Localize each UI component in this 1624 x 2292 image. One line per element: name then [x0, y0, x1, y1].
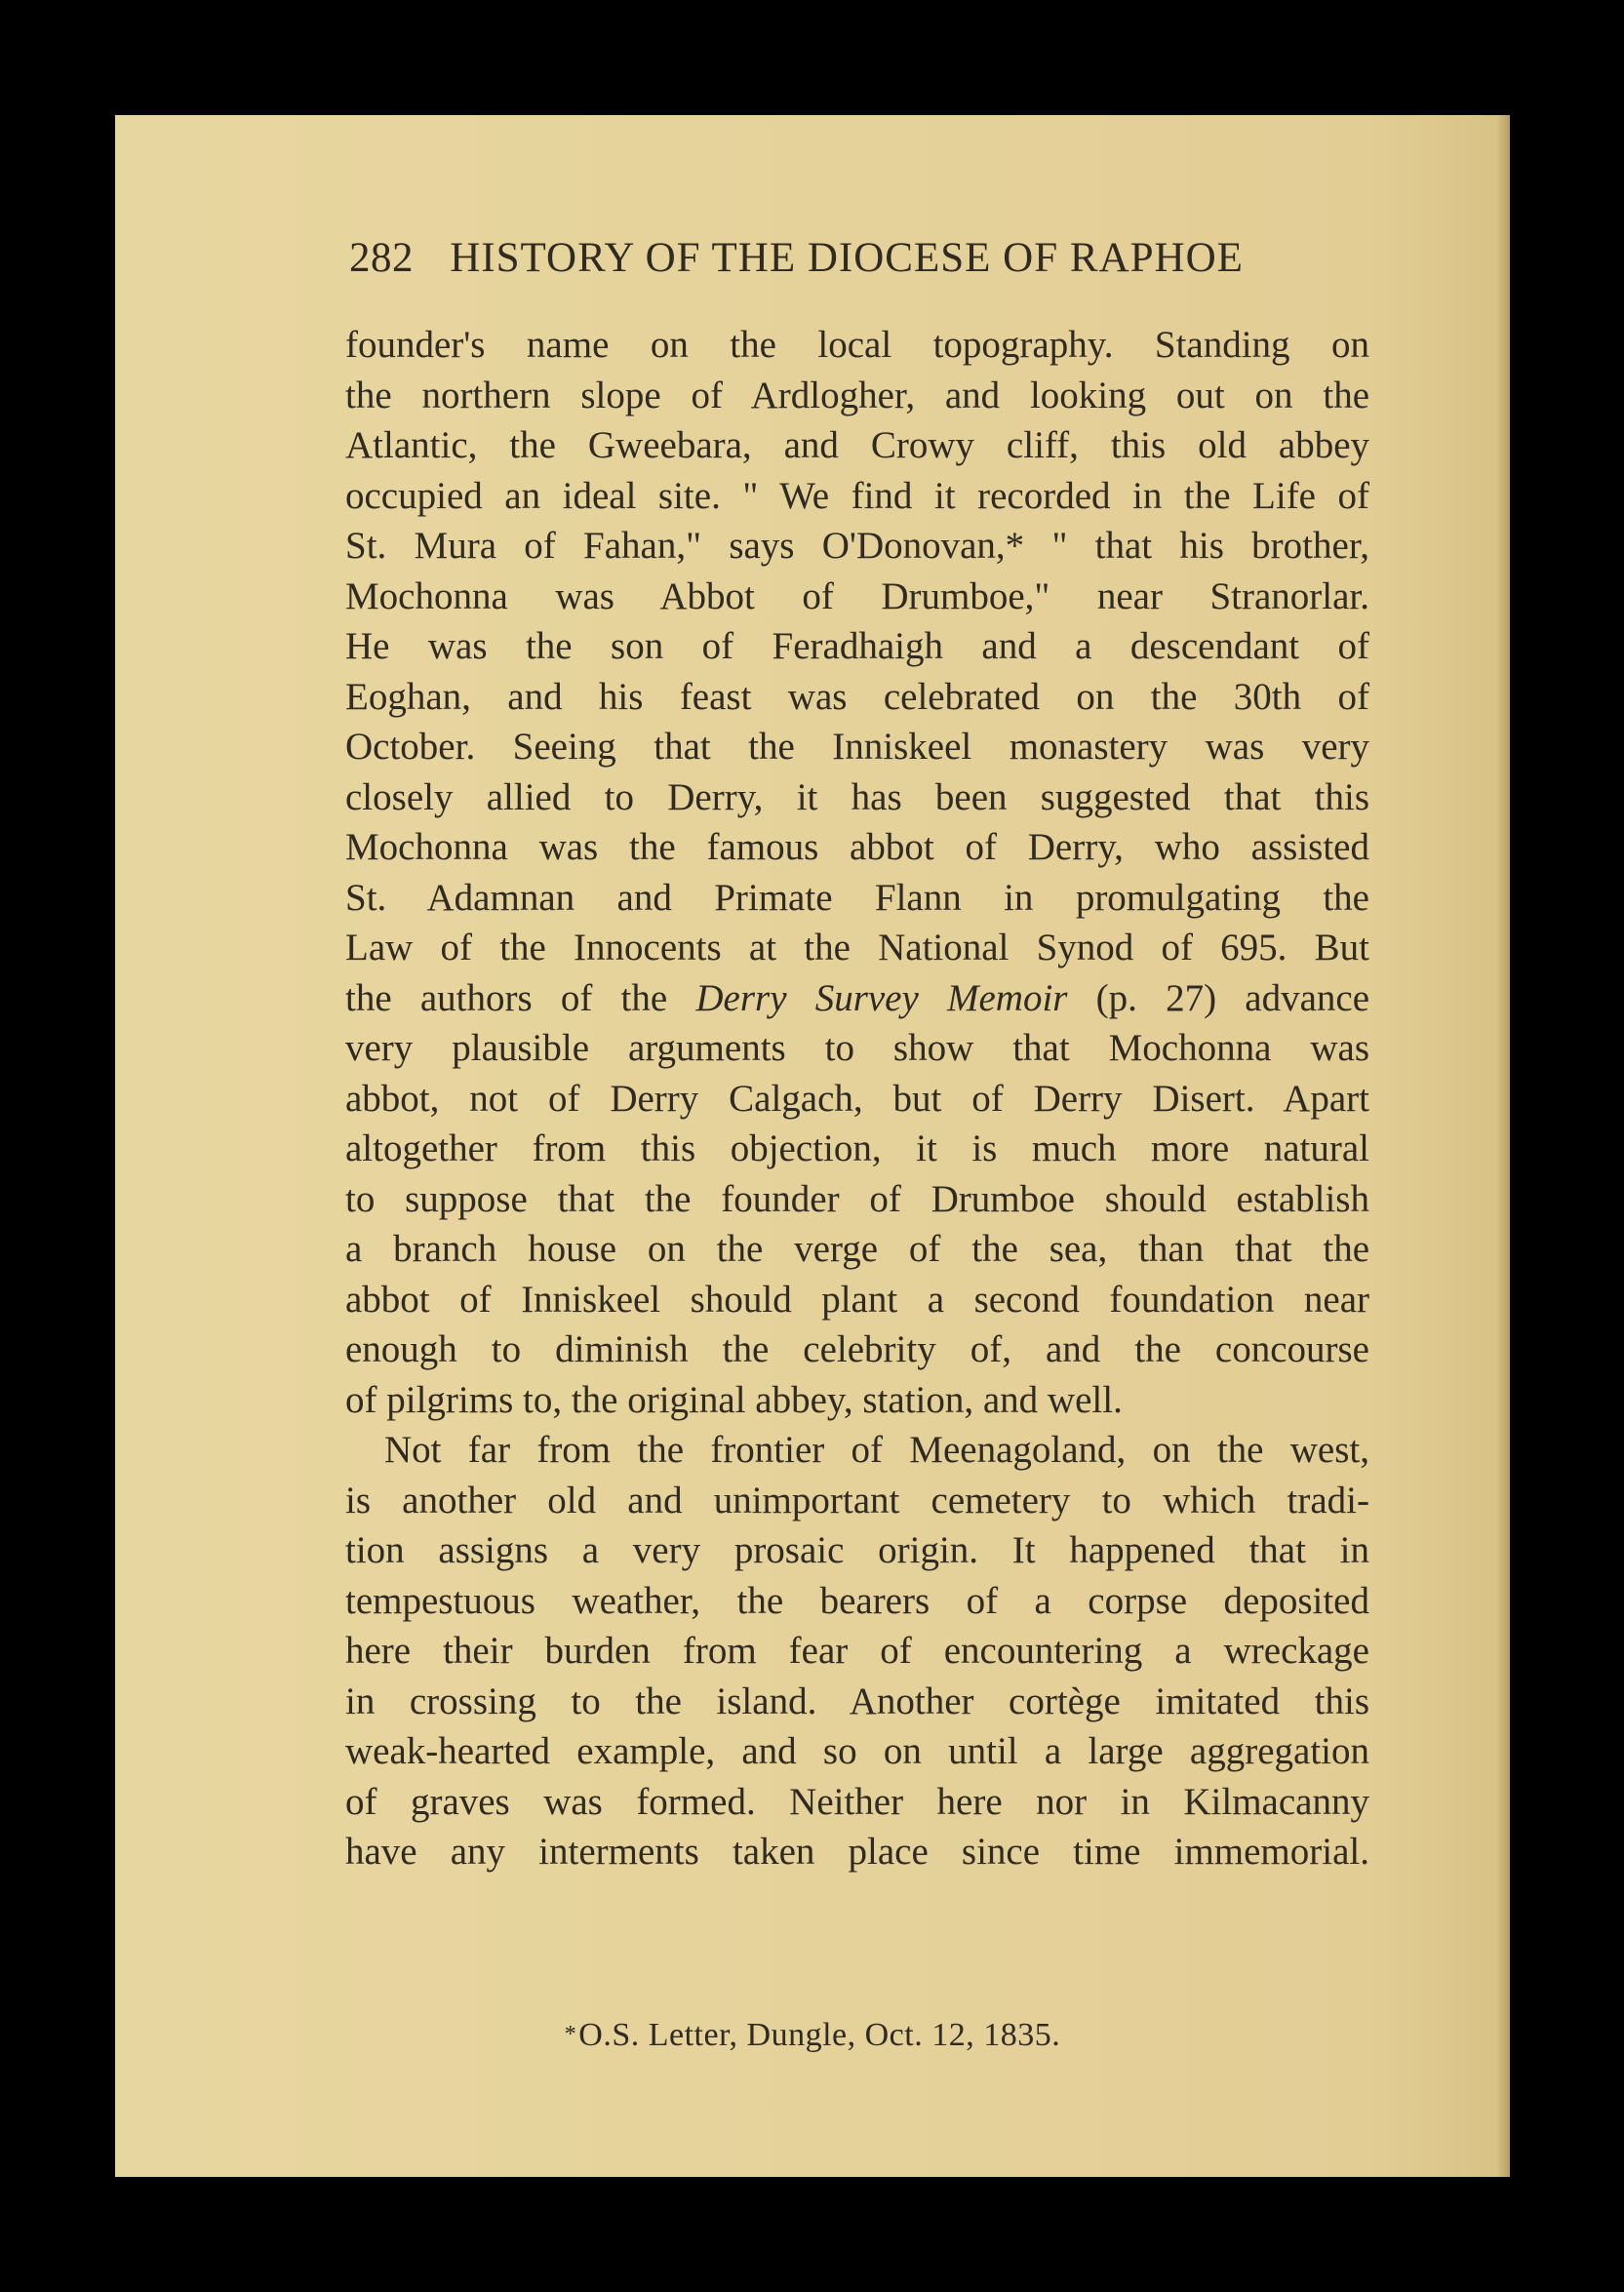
- text-line: in crossing to the island. Another cortège imitated this: [345, 1679, 1369, 1722]
- footnote-mark: *: [564, 2022, 577, 2047]
- text-line: He was the son of Feradhaigh and a descendant of: [345, 625, 1369, 667]
- text-line: altogether from this objection, it is much more natural: [345, 1127, 1369, 1169]
- text-line: St. Mura of Fahan," says O'Donovan,* " that his brother,: [345, 525, 1369, 567]
- text-line-with-italic: [345, 973, 1369, 1024]
- footnote-text: O.S. Letter, Dungle, Oct. 12, 1835.: [578, 2017, 1061, 2053]
- text-line: abbot of Inniskeel should plant a second foundation near: [345, 1278, 1369, 1321]
- running-title: HISTORY OF THE DIOCESE OF RAPHOE: [450, 235, 1244, 281]
- text-line: October. Seeing that the Inniskeel monastery was very: [345, 726, 1369, 768]
- italic-title: Derry Survey Memoir: [695, 976, 1068, 1019]
- text-line: occupied an ideal site. " We find it recorded in the Life of: [345, 474, 1369, 517]
- text-line: Mochonna was the famous abbot of Derry, who assisted: [345, 826, 1369, 868]
- text-line: abbot, not of Derry Calgach, but of Derry Disert. Apart: [345, 1077, 1369, 1120]
- text-line: St. Adamnan and Primate Flann in promulgating the: [345, 876, 1369, 919]
- text-line: to suppose that the founder of Drumboe should establish: [345, 1177, 1369, 1220]
- body-text: [345, 320, 1369, 1877]
- text-line: tempestuous weather, the bearers of a corpse deposited: [345, 1579, 1369, 1622]
- text-line: a branch house on the verge of the sea, than that the: [345, 1228, 1369, 1270]
- text-line: Law of the Innocents at the National Synod of 695. But: [345, 927, 1369, 968]
- text-segment: the authors of the: [345, 976, 668, 1019]
- page-header: [349, 234, 1364, 282]
- text-line: Not far from the frontier of Meenagoland, on the west,: [384, 1429, 1369, 1471]
- text-line: weak-hearted example, and so on until a large aggregation: [345, 1730, 1369, 1772]
- text-line: tion assigns a very prosaic origin. It happened that in: [345, 1529, 1369, 1571]
- text-line: Atlantic, the Gweebara, and Crowy cliff, this old abbey: [345, 424, 1369, 466]
- page-edge-shadow: [1496, 115, 1510, 2177]
- text-line: very plausible arguments to show that Mochonna was: [345, 1027, 1369, 1069]
- text-line: have any interments taken place since time immemorial.: [345, 1831, 1369, 1873]
- text-line: closely allied to Derry, it has been suggested that this: [345, 775, 1369, 818]
- footnote: [115, 2017, 1510, 2054]
- text-line: Mochonna was Abbot of Drumboe," near Stranorlar.: [345, 574, 1369, 617]
- text-line: Eoghan, and his feast was celebrated on the 30th of: [345, 675, 1369, 718]
- text-line: of pilgrims to, the original abbey, station, and well.: [345, 1378, 1123, 1421]
- text-line: founder's name on the local topography. Standing on: [345, 324, 1369, 366]
- text-line: of graves was formed. Neither here nor in Kilmacanny: [345, 1780, 1369, 1823]
- text-line: is another old and unimportant cemetery to which tradi-: [345, 1479, 1369, 1521]
- book-page: [115, 115, 1510, 2177]
- page-number: 282: [349, 235, 414, 281]
- text-line: here their burden from fear of encountering a wreckage: [345, 1630, 1369, 1672]
- text-line: the northern slope of Ardlogher, and looking out on the: [345, 374, 1369, 416]
- text-line: enough to diminish the celebrity of, and the concourse: [345, 1328, 1369, 1370]
- text-segment: (p. 27) advance: [1095, 976, 1370, 1019]
